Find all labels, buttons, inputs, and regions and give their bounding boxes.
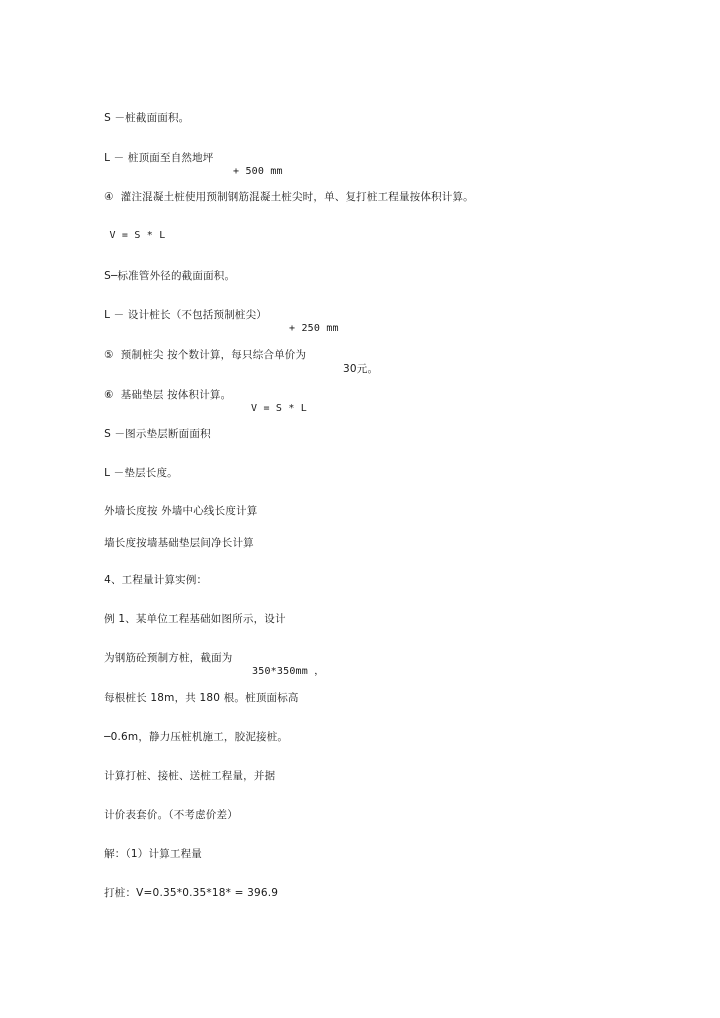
text-line (97, 413, 211, 441)
text-line (97, 559, 207, 587)
text-segment: 4、工程量计算实例： (104, 574, 208, 586)
text-line (97, 255, 235, 283)
text-line (97, 294, 339, 336)
text-segment: L － 桩顶面至自然地坪 (104, 152, 214, 164)
text-segment: L － 设计桩长（不包括预制桩尖） (104, 309, 268, 321)
text-segment: ④ 灌注混凝土桩使用预制钢筋混凝土桩尖时，单、复打桩工程量按体积计算。 (104, 191, 474, 203)
text-line (97, 598, 286, 626)
text-segment: 墙长度按墙基础垫层间净长计算 (104, 537, 254, 549)
text-line (97, 334, 379, 376)
text-segment: 350*350mm ， (252, 666, 325, 677)
text-segment: 为钢筋砼预制方桩，截面为 (104, 652, 233, 664)
text-line (97, 755, 275, 783)
text-segment: 解：（1）计算工程量 (104, 848, 203, 860)
text-line (97, 137, 283, 179)
text-segment: S －桩截面面积。 (104, 112, 190, 124)
text-segment: 外墙长度按 外墙中心线长度计算 (104, 505, 258, 517)
text-line (97, 872, 278, 900)
text-line (97, 716, 288, 744)
text-line (97, 97, 189, 125)
text-segment: 例 1、某单位工程基础如图所示，设计 (104, 613, 286, 625)
text-segment: 计价表套价。（不考虑价差） (104, 809, 238, 821)
text-segment: 30元。 (343, 363, 379, 375)
text-segment: + 250 mm (289, 323, 339, 334)
text-segment: S －图示垫层断面面积 (104, 428, 211, 440)
text-line (97, 374, 307, 416)
text-segment: 计算打桩、接桩、送桩工程量，并据 (104, 770, 276, 782)
text-line (97, 522, 254, 550)
text-line (97, 215, 165, 243)
text-segment: 每根桩长 18m，共 180 根。桩顶面标高 (104, 692, 299, 704)
text-line (97, 452, 178, 480)
text-line (97, 490, 257, 518)
text-segment: S─标准管外径的截面面积。 (104, 270, 236, 282)
text-segment: ─0.6m，静力压桩机施工，胶泥接桩。 (104, 731, 289, 743)
text-line (97, 833, 202, 861)
text-segment: + 500 mm (233, 166, 283, 177)
text-segment: ⑥ 基础垫层 按体积计算。 (104, 389, 232, 401)
text-segment: L －垫层长度。 (104, 467, 178, 479)
text-line (97, 794, 238, 822)
text-segment: V = S * L (109, 230, 166, 241)
text-segment: ⑤ 预制桩尖 按个数计算，每只综合单价为 (104, 349, 307, 361)
text-line (97, 176, 474, 204)
text-segment: V = S * L (251, 403, 307, 414)
text-line (97, 637, 325, 679)
text-line (97, 677, 299, 705)
text-segment: 打桩：V=0.35*0.35*18* = 396.9 (104, 887, 279, 899)
